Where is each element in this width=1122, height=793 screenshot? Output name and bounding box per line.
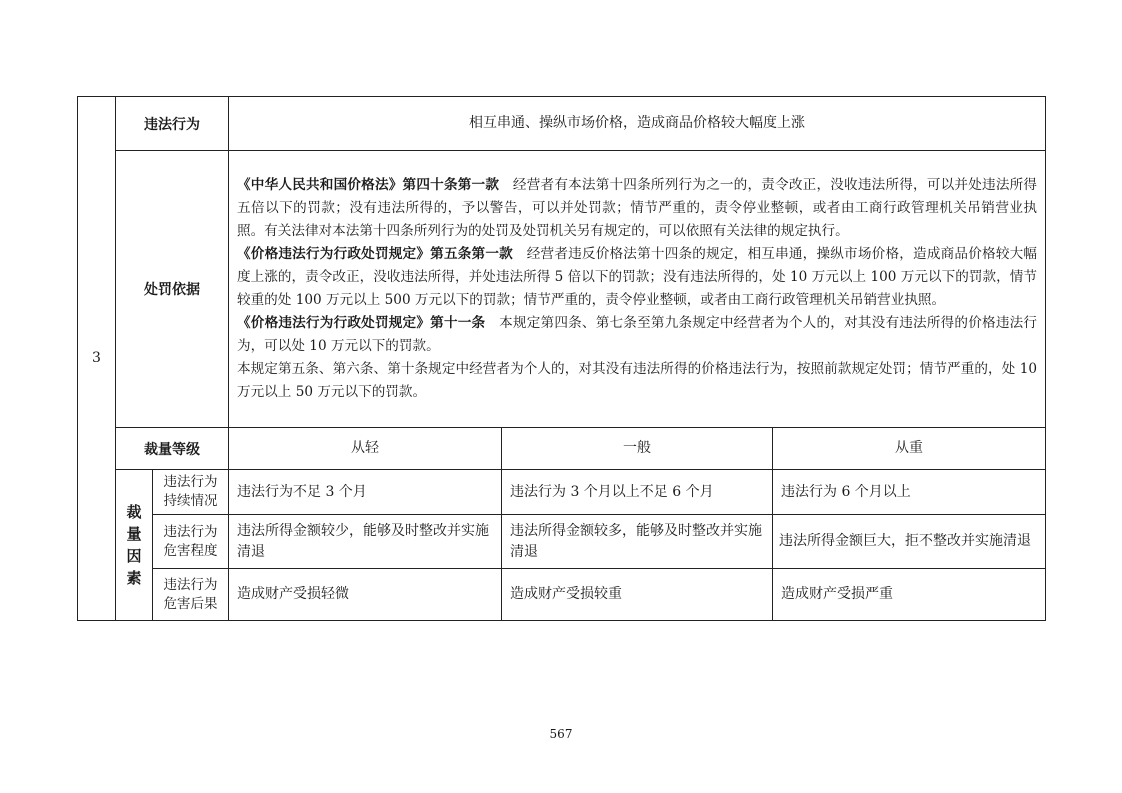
factor-name: 违法行为 持续情况	[163, 474, 218, 509]
factor-value-heavy: 造成财产受损严重	[781, 586, 893, 602]
basis-paragraph: 《中华人民共和国价格法》第四十条第一款 经营者有本法第十四条所列行为之一的，责令改正，没收违法所得，可以并处违法所得五倍以下的罚款；没有违法所得的，予以警告，可以并处罚款；情节严重的，责令停业整顿，或者由工商行政管理机关吊销营业执照。有关法律对本法第十四条所列行为的处罚及处罚机关另有规定的，可以依照有关法律的规定执行。	[237, 177, 1038, 239]
law-title: 《价格违法行为行政处罚规定》第五条第一款	[237, 246, 513, 262]
level-label: 裁量等级	[144, 441, 200, 458]
entry-number: 3	[92, 350, 101, 366]
factor-value-normal: 违法行为 3 个月以上不足 6 个月	[510, 483, 714, 500]
factor-name: 违法行为 危害程度	[163, 523, 218, 559]
factor-value-normal: 造成财产受损较重	[510, 586, 622, 602]
level-normal: 一般	[623, 440, 651, 456]
basis-paragraph: 本规定第五条、第六条、第十条规定中经营者为个人的，对其没有违法所得的价格违法行为，按照前款规定处罚；情节严重的，处 10 万元以上 50 万元以下的罚款。	[237, 361, 1037, 400]
basis-paragraph: 《价格违法行为行政处罚规定》第五条第一款 经营者违反价格法第十四条的规定，相互串通，操纵市场价格，造成商品价格较大幅度上涨的，责令改正，没收违法所得，并处违法所得 5 倍以下的罚款；没有违法所得的，处 10 万元以上 100 万元以下的罚款，情节较重的处 100 万元以上 500 万元以下的罚款；情节严重的，责令停业整顿，或者由工商行政管理机关吊销营业执照。	[237, 246, 1038, 308]
penalty-table	[77, 96, 1046, 621]
basis-text	[229, 151, 1045, 427]
factor-value-heavy: 违法所得金额巨大，拒不整改并实施清退	[779, 533, 1031, 549]
basis-label: 处罚依据	[144, 282, 200, 298]
factor-value-heavy: 违法行为 6 个月以上	[781, 483, 911, 500]
page-number: 567	[549, 727, 573, 741]
factor-value-light: 造成财产受损轻微	[237, 586, 349, 602]
level-light: 从轻	[351, 440, 379, 456]
factor-name: 违法行为 危害后果	[163, 576, 218, 612]
factor-value-light: 违法行为不足 3 个月	[237, 483, 367, 500]
law-title: 《价格违法行为行政处罚规定》第十一条	[237, 315, 486, 331]
law-title: 《中华人民共和国价格法》第四十条第一款	[237, 177, 500, 193]
level-heavy: 从重	[895, 440, 923, 456]
violation-text: 相互串通、操纵市场价格，造成商品价格较大幅度上涨	[469, 115, 805, 131]
basis-paragraph: 《价格违法行为行政处罚规定》第十一条 本规定第四条、第七条至第九条规定中经营者为个人的，对其没有违法所得的价格违法行为，可以处 10 万元以下的罚款。	[237, 315, 1038, 354]
factor-value-light: 违法所得金额较少，能够及时整改并实施清退	[237, 522, 489, 560]
factor-value-normal: 违法所得金额较多，能够及时整改并实施清退	[510, 522, 762, 560]
violation-label: 违法行为	[144, 116, 200, 133]
factors-label: 裁 量 因 素	[126, 503, 142, 587]
